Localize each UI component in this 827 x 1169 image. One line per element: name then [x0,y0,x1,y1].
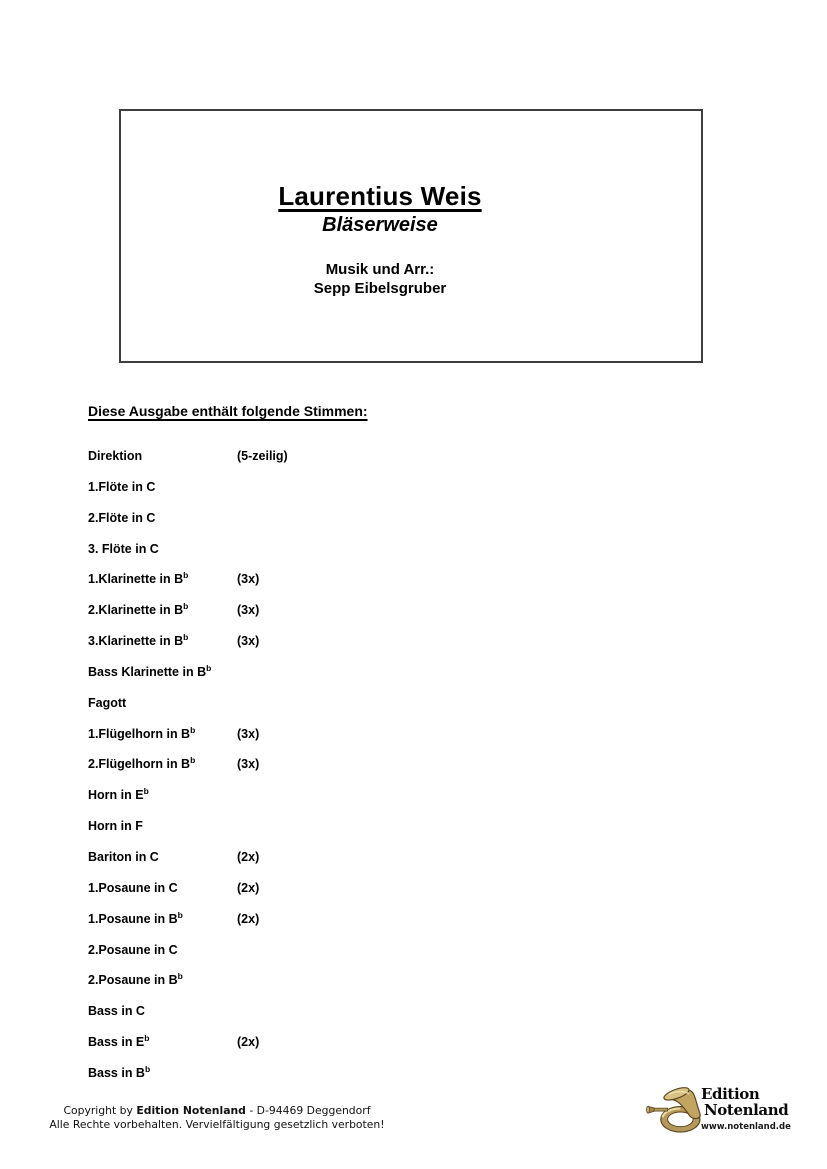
part-name: 3. Flöte in C [88,541,159,556]
part-flat-superscript: b [183,570,189,581]
part-flat-superscript: b [143,786,149,797]
part-flat-superscript: b [144,1032,150,1043]
part-row [88,881,508,912]
part-row [88,757,508,788]
part-row [88,631,508,665]
logo-name-line2: Notenland [704,1100,789,1119]
part-flat-superscript: b [206,662,212,673]
copyright-footer [33,1104,401,1132]
part-name: 3.Klarinette in B [88,634,184,649]
part-flat-superscript: b [177,909,183,920]
part-count: (3x) [237,726,260,741]
credit-name: Sepp Eibelsgruber [313,280,447,297]
part-name: 1.Flöte in C [88,479,156,494]
parts-list [88,449,508,1097]
part-count: (3x) [237,757,260,772]
part-name: 2.Posaune in B [88,973,178,988]
brass-horn-icon [646,1087,703,1134]
parts-list-heading: Diese Ausgabe enthält folgende Stimmen: [88,403,368,419]
part-count: (3x) [237,572,260,587]
part-row [88,1004,508,1035]
logo-text [701,1087,791,1132]
page-title: Laurentius Weis [278,181,482,211]
part-name: Horn in E [88,788,144,803]
part-row [88,480,508,511]
part-count: (3x) [237,634,260,649]
part-name: Bass in B [88,1065,145,1080]
copyright-prefix: Copyright by [63,1104,137,1117]
title-stack [121,181,639,298]
part-flat-superscript: b [144,1063,151,1074]
part-row [88,511,508,542]
part-row [88,724,508,758]
part-flat-superscript: b [190,724,196,735]
part-name: Direktion [88,449,143,463]
part-row [88,850,508,881]
part-row [88,542,508,573]
part-name: Horn in F [88,819,143,834]
part-flat-superscript: b [183,631,189,642]
part-name: Bass Klarinette in B [88,664,207,679]
part-count: (2x) [237,849,260,864]
part-count: (2x) [237,1035,260,1050]
part-count: (2x) [237,880,260,895]
part-flat-superscript: b [177,971,183,982]
part-name: Bariton in C [88,849,159,864]
part-name: 1.Posaune in B [88,911,178,926]
part-flat-superscript: b [183,601,189,612]
part-flat-superscript: b [190,755,196,766]
part-row [88,943,508,974]
copyright-line [33,1104,401,1118]
part-row [88,603,508,634]
part-name: 2.Klarinette in B [88,603,184,618]
part-count: (3x) [237,603,260,618]
rights-line: Alle Rechte vorbehalten. Vervielfältigung gesetzlich verboten! [49,1118,385,1131]
part-name: 1.Flügelhorn in B [88,726,191,741]
part-row [88,909,508,943]
part-row [88,1063,508,1097]
part-row [88,819,508,850]
part-row [88,1032,508,1066]
title-box [119,109,703,363]
part-name: Fagott [88,695,127,710]
part-name: 1.Posaune in C [88,880,178,895]
part-row [88,572,508,603]
publisher-logo [646,1086,806,1138]
part-count: (2x) [237,911,260,926]
part-name: 1.Klarinette in B [88,572,184,587]
part-row [88,662,508,696]
part-name: Bass in C [88,1004,145,1019]
credit-block [121,260,639,298]
publisher-name: Edition Notenland [136,1104,246,1117]
part-name: 2.Flöte in C [88,510,156,525]
part-name: Bass in E [88,1035,145,1050]
part-row [88,449,508,480]
part-count: (5-zeilig) [237,449,288,463]
part-name: 2.Flügelhorn in B [88,757,191,772]
part-row [88,973,508,1004]
logo-name-line1: Edition [701,1085,760,1103]
page-subtitle: Bläserweise [322,214,438,236]
part-name: 2.Posaune in C [88,942,178,957]
credit-label: Musik und Arr.: [325,261,435,278]
copyright-suffix: - D-94469 Deggendorf [245,1104,371,1117]
part-row [88,696,508,727]
part-row [88,788,508,819]
logo-website: www.notenland.de [701,1122,791,1132]
